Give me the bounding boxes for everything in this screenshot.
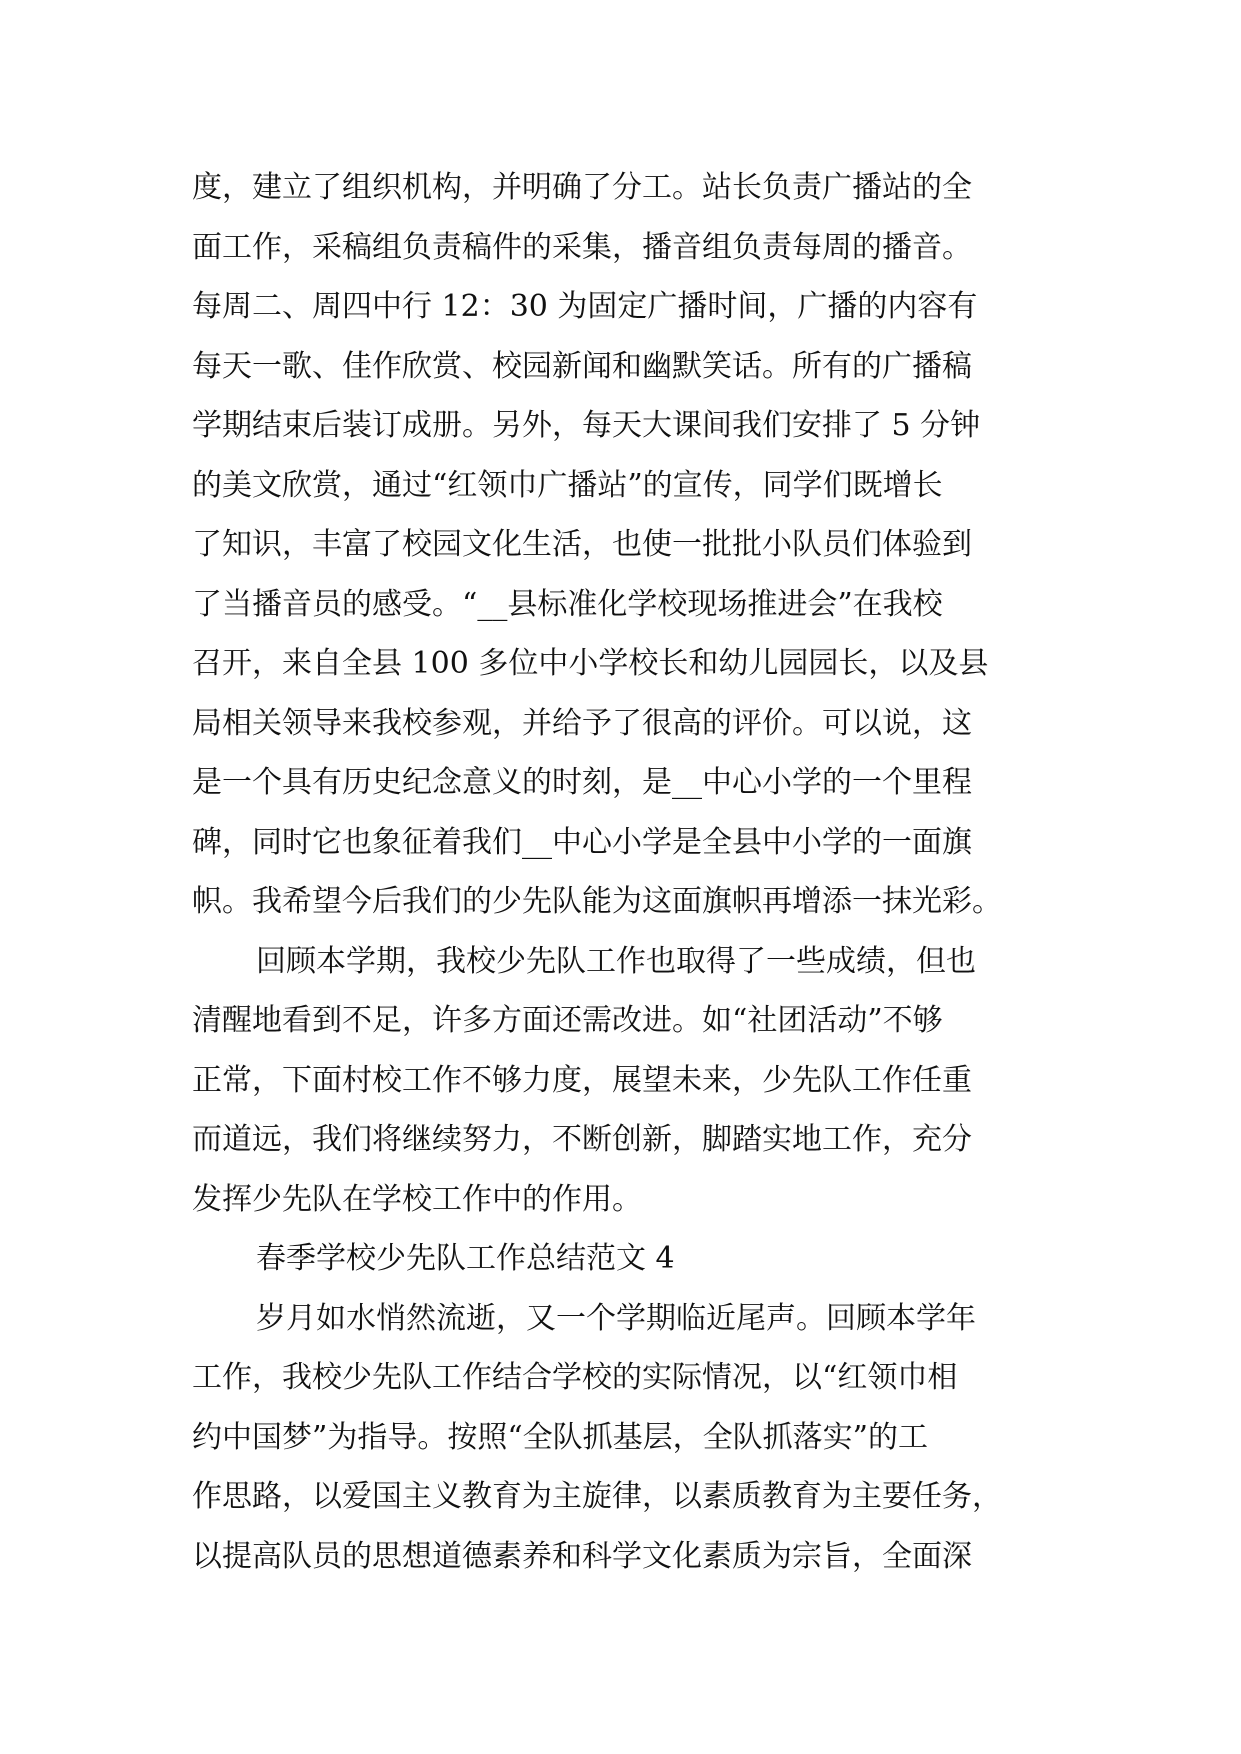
text-line: 每周二、周四中行 12：30 为固定广播时间，广播的内容有	[192, 289, 978, 324]
text-line: 了知识，丰富了校园文化生活，也使一批批小队员们体验到	[192, 527, 972, 562]
text-line: 工作，我校少先队工作结合学校的实际情况，以“红领巾相	[192, 1360, 958, 1395]
text-line: 清醒地看到不足，许多方面还需改进。如“社团活动”不够	[192, 1003, 943, 1038]
text-line: 约中国梦”为指导。按照“全队抓基层，全队抓落实”的工	[192, 1419, 929, 1455]
text-line: 局相关领导来我校参观，并给予了很高的评价。可以说，这	[192, 705, 972, 741]
document-body	[192, 158, 1072, 1586]
text-line: 每天一歌、佳作欣赏、校园新闻和幽默笑话。所有的广播稿	[192, 348, 972, 384]
paragraph-first-line: 岁月如水悄然流逝，又一个学期临近尾声。回顾本学年	[256, 1300, 976, 1336]
paragraph-first-line: 回顾本学期，我校少先队工作也取得了一些成绩，但也	[256, 943, 976, 979]
text-line: 面工作，采稿组负责稿件的采集，播音组负责每周的播音。	[192, 229, 972, 265]
section-heading: 春季学校少先队工作总结范文 4	[256, 1241, 675, 1276]
text-line: 作思路，以爱国主义教育为主旋律，以素质教育为主要任务，	[192, 1479, 1002, 1514]
text-line: 度，建立了组织机构，并明确了分工。站长负责广播站的全	[192, 170, 972, 205]
text-line: 正常，下面村校工作不够力度，展望未来，少先队工作任重	[192, 1062, 972, 1098]
text-line: 帜。我希望今后我们的少先队能为这面旗帜再增添一抹光彩。	[192, 884, 1002, 919]
text-line: 是一个具有历史纪念意义的时刻，是__中心小学的一个里程	[192, 765, 972, 800]
text-line: 的美文欣赏，通过“红领巾广播站”的宣传，同学们既增长	[192, 467, 943, 503]
text-line: 召开，来自全县 100 多位中小学校长和幼儿园园长，以及县	[192, 646, 989, 681]
text-line: 而道远，我们将继续努力，不断创新，脚踏实地工作，充分	[192, 1122, 972, 1157]
text-line: 学期结束后装订成册。另外，每天大课间我们安排了 5 分钟	[192, 408, 981, 443]
text-line: 以提高队员的思想道德素养和科学文化素质为宗旨，全面深	[192, 1538, 972, 1574]
text-line: 碑，同时它也象征着我们__中心小学是全县中小学的一面旗	[192, 824, 972, 860]
text-line: 了当播音员的感受。“__县标准化学校现场推进会”在我校	[192, 586, 943, 622]
text-line: 发挥少先队在学校工作中的作用。	[192, 1181, 642, 1217]
